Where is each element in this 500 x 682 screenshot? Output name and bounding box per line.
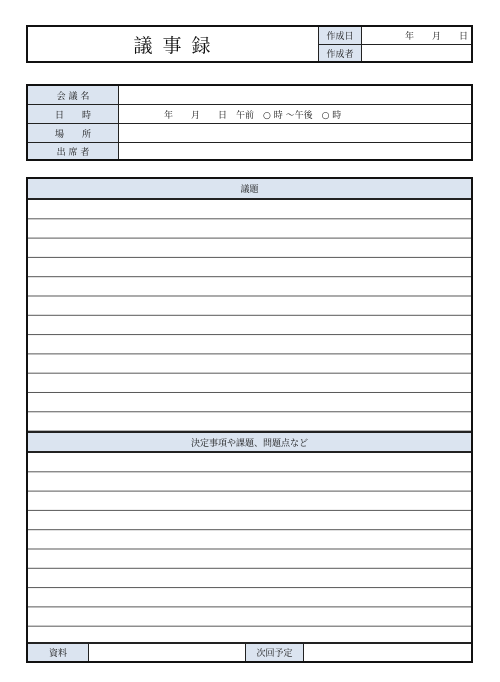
created-date-field[interactable]: 年 月 日 (404, 32, 468, 42)
agenda-writing-area[interactable] (28, 200, 471, 431)
materials-label: 資料 (28, 644, 88, 661)
meeting-info-table (26, 84, 473, 161)
decisions-header: 決定事項や課題、問題点など (28, 433, 471, 451)
attendees-label: 出 席 者 (28, 143, 118, 159)
title-block (26, 25, 473, 63)
meeting-name-field[interactable] (119, 86, 471, 104)
attendees-field[interactable] (119, 143, 471, 159)
datetime-field[interactable]: 年 月 日 午前 ○ 時 〜午後 ○ 時 (164, 110, 342, 121)
notes-table (26, 177, 473, 663)
meeting-name-label: 会 議 名 (28, 86, 118, 104)
author-label: 作成者 (319, 45, 361, 61)
document-title: 議 事 録 (133, 34, 213, 57)
next-meeting-field[interactable] (304, 644, 471, 661)
location-field[interactable] (119, 124, 471, 142)
datetime-label: 日 時 (28, 105, 118, 123)
created-date-label: 作成日 (319, 27, 361, 44)
agenda-header: 議題 (28, 179, 471, 198)
location-label: 場 所 (28, 124, 118, 142)
author-field[interactable] (362, 45, 471, 61)
decisions-writing-area[interactable] (28, 453, 471, 642)
materials-field[interactable] (89, 644, 245, 661)
next-meeting-label: 次回予定 (246, 644, 303, 661)
